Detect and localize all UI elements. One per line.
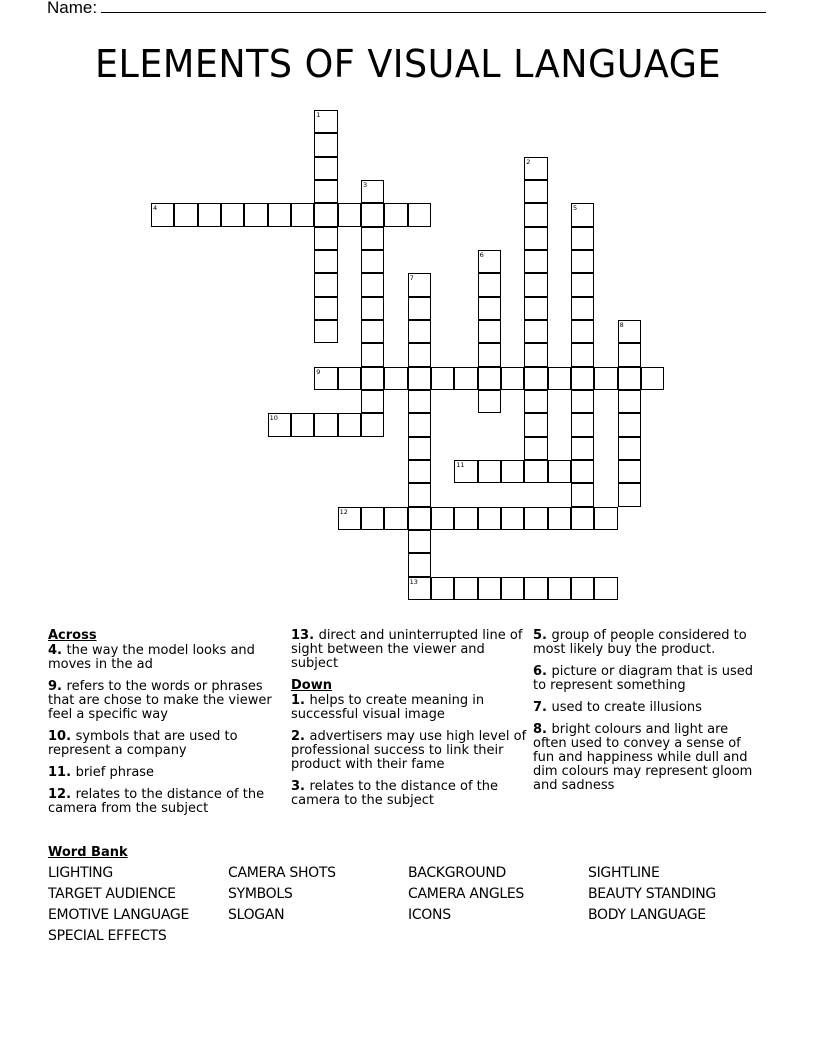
crossword-cell[interactable] [524, 297, 547, 320]
crossword-cell[interactable] [524, 180, 547, 203]
clue-across-10: 10. symbols that are used to represent a company [48, 729, 238, 758]
crossword-cell[interactable] [571, 507, 594, 530]
cell-number: 10 [269, 414, 278, 423]
crossword-cell[interactable] [408, 577, 431, 600]
crossword-cell[interactable] [618, 390, 641, 413]
crossword-cell[interactable] [571, 227, 594, 250]
crossword-cell[interactable] [431, 577, 454, 600]
crossword-cell[interactable] [174, 203, 197, 226]
crossword-cell[interactable] [524, 577, 547, 600]
clue-across-11: 11. brief phrase [48, 765, 155, 780]
crossword-cell[interactable] [408, 437, 431, 460]
cell-number: 6 [479, 250, 484, 259]
word-bank-item: BEAUTY STANDING [588, 886, 716, 902]
word-bank-item: BODY LANGUAGE [588, 907, 706, 923]
crossword-cell[interactable] [268, 413, 291, 436]
crossword-cell[interactable] [314, 320, 337, 343]
crossword-cell[interactable] [361, 273, 384, 296]
clue-down-1: 1. helps to create meaning in successful visual image [291, 693, 485, 722]
word-bank-item: SLOGAN [228, 907, 285, 923]
crossword-cell[interactable] [571, 460, 594, 483]
word-bank-item: LIGHTING [48, 865, 113, 881]
crossword-cell[interactable] [548, 577, 571, 600]
cell-number: 8 [619, 320, 624, 329]
crossword-cell[interactable] [198, 203, 221, 226]
crossword-cell[interactable] [408, 483, 431, 506]
word-bank [48, 845, 768, 944]
crossword-cell[interactable] [408, 320, 431, 343]
crossword-cell[interactable] [524, 437, 547, 460]
crossword-cell[interactable] [314, 413, 337, 436]
crossword-cell[interactable] [478, 297, 501, 320]
crossword-cell[interactable] [524, 227, 547, 250]
crossword-cell[interactable] [524, 203, 547, 226]
crossword-cell[interactable] [524, 390, 547, 413]
crossword-cell[interactable] [501, 577, 524, 600]
crossword-cell[interactable] [338, 367, 361, 390]
crossword-cell[interactable] [151, 203, 174, 226]
crossword-cell[interactable] [408, 297, 431, 320]
crossword-cell[interactable] [571, 390, 594, 413]
crossword-cell[interactable] [524, 250, 547, 273]
crossword-cell[interactable] [408, 460, 431, 483]
page-title: ELEMENTS OF VISUAL LANGUAGE [95, 42, 721, 86]
down-header: Down [291, 678, 332, 693]
crossword-cell[interactable] [524, 157, 547, 180]
word-bank-header: Word Bank [48, 845, 128, 860]
crossword-cell[interactable] [571, 437, 594, 460]
name-label: Name: [47, 0, 98, 17]
crossword-cell[interactable] [384, 367, 407, 390]
crossword-cell[interactable] [361, 367, 384, 390]
cell-number: 1 [316, 111, 321, 119]
crossword-cell[interactable] [361, 413, 384, 436]
cell-number: 11 [456, 460, 465, 469]
clues-column-1 [48, 629, 278, 824]
crossword-cell[interactable] [478, 273, 501, 296]
clue-down-2: 2. advertisers may use high level of professional success to link their product with their fame [291, 729, 527, 772]
crossword-cell[interactable] [594, 577, 617, 600]
clue-across-13: 13. direct and uninterrupted line of sight between the viewer and subject [291, 628, 523, 671]
crossword-cell[interactable] [571, 250, 594, 273]
crossword-cell[interactable] [454, 367, 477, 390]
clue-across-4: 4. the way the model looks and moves in the ad [48, 643, 255, 672]
crossword-cell[interactable] [314, 133, 337, 156]
word-bank-item: TARGET AUDIENCE [48, 886, 176, 902]
crossword-cell[interactable] [314, 273, 337, 296]
crossword-cell[interactable] [338, 203, 361, 226]
word-bank-item: SYMBOLS [228, 886, 293, 902]
crossword-cell[interactable] [571, 273, 594, 296]
crossword-cell[interactable] [291, 203, 314, 226]
cell-number: 3 [362, 180, 368, 189]
crossword-cell[interactable] [361, 343, 384, 366]
crossword-cell[interactable] [244, 203, 267, 226]
crossword-cell[interactable] [618, 483, 641, 506]
crossword-cell[interactable] [408, 203, 431, 226]
crossword-cell[interactable] [408, 507, 431, 530]
cell-number: 13 [409, 577, 418, 586]
crossword-cell[interactable] [571, 367, 594, 390]
clue-across-9: 9. refers to the words or phrases that are chose to make the viewer feel a specific way [48, 679, 272, 722]
crossword-cell[interactable] [384, 507, 407, 530]
clues-column-2 [291, 629, 527, 816]
clue-down-8: 8. bright colours and light are often used to convey a sense of fun and happiness while dull and dim colours may represent gloom and sadness [533, 722, 753, 793]
crossword-cell[interactable] [431, 367, 454, 390]
crossword-cell[interactable] [618, 460, 641, 483]
crossword-cell[interactable] [314, 367, 337, 390]
clue-down-3: 3. relates to the distance of the camera to the subject [291, 779, 499, 808]
word-bank-item: CAMERA ANGLES [408, 886, 524, 902]
cell-number: 5 [572, 204, 578, 213]
crossword-cell[interactable] [314, 227, 337, 250]
crossword-cell[interactable] [548, 507, 571, 530]
crossword-cell[interactable] [524, 343, 547, 366]
cell-number: 9 [316, 367, 321, 376]
crossword-cell[interactable] [361, 507, 384, 530]
crossword-cell[interactable] [361, 297, 384, 320]
cell-number: 4 [153, 204, 158, 213]
crossword-cell[interactable] [408, 390, 431, 413]
crossword-cell[interactable] [408, 553, 431, 576]
crossword-cell[interactable] [571, 203, 594, 226]
cell-number: 2 [526, 157, 531, 166]
crossword-cell[interactable] [548, 367, 571, 390]
crossword-cell[interactable] [524, 367, 547, 390]
crossword-cell[interactable] [571, 577, 594, 600]
word-bank-item: SPECIAL EFFECTS [48, 928, 167, 944]
word-bank-list [48, 865, 768, 944]
crossword-cell[interactable] [314, 110, 337, 133]
crossword-cell[interactable] [338, 507, 361, 530]
word-bank-item: ICONS [408, 907, 451, 923]
clue-across-12: 12. relates to the distance of the camera from the subject [48, 787, 265, 816]
crossword-cell[interactable] [361, 250, 384, 273]
crossword-cell[interactable] [478, 320, 501, 343]
crossword-cell[interactable] [478, 577, 501, 600]
crossword-cell[interactable] [594, 507, 617, 530]
crossword-cell[interactable] [524, 460, 547, 483]
crossword-cell[interactable] [524, 273, 547, 296]
crossword-cell[interactable] [454, 460, 477, 483]
crossword-cell[interactable] [454, 577, 477, 600]
crossword-cell[interactable] [291, 413, 314, 436]
crossword-cell[interactable] [338, 413, 361, 436]
crossword-cell[interactable] [548, 460, 571, 483]
clue-down-7: 7. used to create illusions [533, 700, 702, 715]
crossword-cell[interactable] [641, 367, 664, 390]
crossword-cell[interactable] [384, 203, 407, 226]
crossword-cell[interactable] [571, 343, 594, 366]
cell-number: 7 [409, 274, 414, 283]
crossword-cell[interactable] [314, 297, 337, 320]
clue-down-6: 6. picture or diagram that is used to represent something [533, 664, 753, 693]
crossword-cell[interactable] [524, 507, 547, 530]
crossword-cell[interactable] [408, 413, 431, 436]
crossword-cell[interactable] [478, 250, 501, 273]
crossword-cell[interactable] [478, 460, 501, 483]
crossword-cell[interactable] [408, 367, 431, 390]
cell-number: 12 [339, 507, 348, 516]
crossword-cell[interactable] [314, 157, 337, 180]
crossword-cell[interactable] [408, 273, 431, 296]
crossword-cell[interactable] [454, 507, 477, 530]
crossword-cell[interactable] [524, 413, 547, 436]
crossword-cell[interactable] [478, 367, 501, 390]
across-header: Across [48, 628, 97, 643]
crossword-cell[interactable] [594, 367, 617, 390]
crossword-cell[interactable] [571, 320, 594, 343]
crossword-cell[interactable] [478, 507, 501, 530]
crossword-cell[interactable] [571, 297, 594, 320]
crossword-cell[interactable] [361, 320, 384, 343]
crossword-cell[interactable] [314, 203, 337, 226]
crossword-cell[interactable] [501, 367, 524, 390]
crossword-cell[interactable] [571, 413, 594, 436]
crossword-cell[interactable] [221, 203, 244, 226]
crossword-cell[interactable] [408, 530, 431, 553]
crossword-cell[interactable] [361, 203, 384, 226]
crossword-cell[interactable] [431, 507, 454, 530]
crossword-cell[interactable] [314, 250, 337, 273]
crossword-cell[interactable] [618, 437, 641, 460]
crossword-cell[interactable] [618, 413, 641, 436]
clue-down-5: 5. group of people considered to most likely buy the product. [533, 628, 747, 657]
clues-column-3 [533, 629, 763, 801]
crossword-cell[interactable] [571, 483, 594, 506]
crossword-cell[interactable] [618, 320, 641, 343]
word-bank-item: EMOTIVE LANGUAGE [48, 907, 189, 923]
crossword-cell[interactable] [501, 507, 524, 530]
crossword-cell[interactable] [524, 320, 547, 343]
crossword-cell[interactable] [268, 203, 291, 226]
crossword-cell[interactable] [361, 180, 384, 203]
crossword-cell[interactable] [618, 367, 641, 390]
crossword-cell[interactable] [618, 343, 641, 366]
crossword-cell[interactable] [361, 227, 384, 250]
crossword-cell[interactable] [478, 343, 501, 366]
word-bank-item: CAMERA SHOTS [228, 865, 336, 881]
crossword-cell[interactable] [408, 343, 431, 366]
crossword-cell[interactable] [478, 390, 501, 413]
crossword-cell[interactable] [501, 460, 524, 483]
word-bank-item: BACKGROUND [408, 865, 506, 881]
crossword-cell[interactable] [361, 390, 384, 413]
crossword-cell[interactable] [314, 180, 337, 203]
word-bank-item: SIGHTLINE [588, 865, 660, 881]
